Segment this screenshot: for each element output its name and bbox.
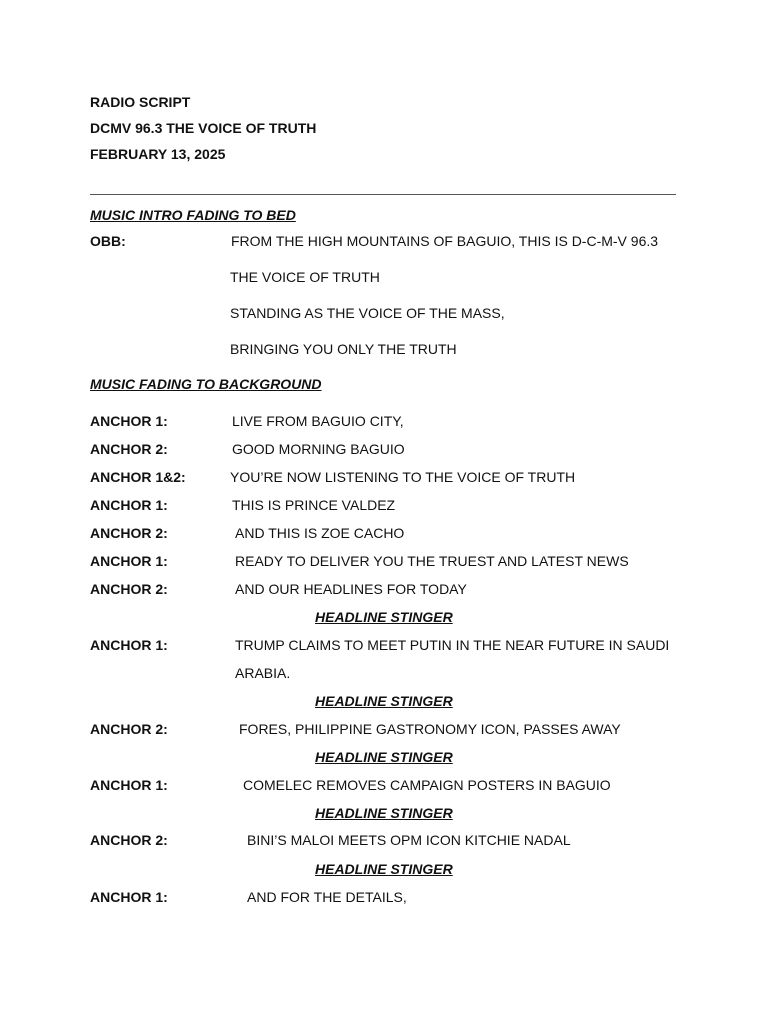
speaker-label: ANCHOR 1: xyxy=(90,777,168,793)
dialogue-line: THIS IS PRINCE VALDEZ xyxy=(232,497,396,513)
headline-line: BINI’S MALOI MEETS OPM ICON KITCHIE NADAL xyxy=(247,832,571,848)
cue-headline-stinger: HEADLINE STINGER xyxy=(315,693,453,709)
headline-line: COMELEC REMOVES CAMPAIGN POSTERS IN BAGUIO xyxy=(243,777,611,793)
cue-music-background: MUSIC FADING TO BACKGROUND xyxy=(90,376,322,392)
speaker-obb: OBB: xyxy=(90,233,126,249)
speaker-label: ANCHOR 1: xyxy=(90,553,168,569)
closing-line: AND FOR THE DETAILS, xyxy=(247,889,407,905)
speaker-label: ANCHOR 2: xyxy=(90,525,168,541)
document-title: RADIO SCRIPT xyxy=(90,94,191,110)
speaker-label: ANCHOR 2: xyxy=(90,441,168,457)
dialogue-line: READY TO DELIVER YOU THE TRUEST AND LATEST NEWS xyxy=(235,553,629,569)
speaker-label: ANCHOR 1: xyxy=(90,637,168,653)
obb-line: STANDING AS THE VOICE OF THE MASS, xyxy=(230,305,505,321)
cue-headline-stinger: HEADLINE STINGER xyxy=(315,805,453,821)
station-name: DCMV 96.3 THE VOICE OF TRUTH xyxy=(90,120,317,136)
headline-line: FORES, PHILIPPINE GASTRONOMY ICON, PASSES AWAY xyxy=(239,721,621,737)
obb-line: THE VOICE OF TRUTH xyxy=(230,269,380,285)
dialogue-line: GOOD MORNING BAGUIO xyxy=(232,441,405,457)
speaker-label: ANCHOR 1: xyxy=(90,889,168,905)
speaker-label: ANCHOR 2: xyxy=(90,832,168,848)
speaker-label: ANCHOR 2: xyxy=(90,721,168,737)
obb-line: FROM THE HIGH MOUNTAINS OF BAGUIO, THIS IS D-C-M-V 96.3 xyxy=(231,233,659,249)
dialogue-line: AND THIS IS ZOE CACHO xyxy=(235,525,405,541)
header-divider xyxy=(90,194,676,195)
headline-line: ARABIA. xyxy=(235,665,291,681)
cue-headline-stinger: HEADLINE STINGER xyxy=(315,609,453,625)
dialogue-line: YOU’RE NOW LISTENING TO THE VOICE OF TRUTH xyxy=(230,469,576,485)
cue-headline-stinger: HEADLINE STINGER xyxy=(315,749,453,765)
headline-line: TRUMP CLAIMS TO MEET PUTIN IN THE NEAR FUTURE IN SAUDI xyxy=(235,637,670,653)
cue-headline-stinger: HEADLINE STINGER xyxy=(315,861,453,877)
speaker-label: ANCHOR 1: xyxy=(90,413,168,429)
dialogue-line: LIVE FROM BAGUIO CITY, xyxy=(232,413,404,429)
script-date: FEBRUARY 13, 2025 xyxy=(90,146,226,162)
cue-music-intro: MUSIC INTRO FADING TO BED xyxy=(90,207,296,223)
speaker-label: ANCHOR 1: xyxy=(90,497,168,513)
speaker-label: ANCHOR 2: xyxy=(90,581,168,597)
speaker-label: ANCHOR 1&2: xyxy=(90,469,186,485)
obb-line: BRINGING YOU ONLY THE TRUTH xyxy=(230,341,457,357)
dialogue-line: AND OUR HEADLINES FOR TODAY xyxy=(235,581,467,597)
